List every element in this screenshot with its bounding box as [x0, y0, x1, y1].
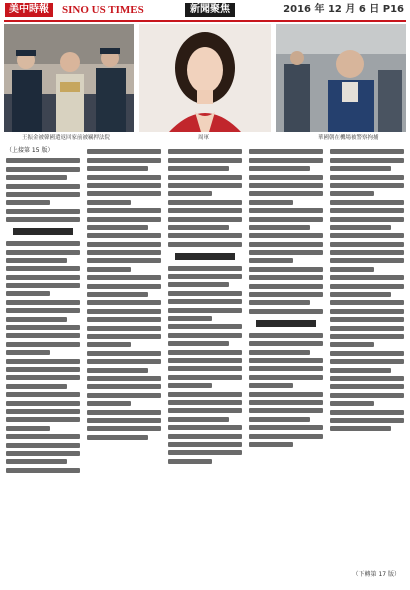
- column-2: [87, 146, 161, 582]
- courtroom-image: [4, 24, 134, 132]
- continued-note: （下轉第 17 版）: [352, 571, 400, 578]
- article-subhead-1: [13, 228, 72, 235]
- brand-logo-cn: 美中時報: [5, 3, 53, 17]
- portrait-image: [139, 24, 271, 132]
- photo-courtroom: [4, 24, 134, 132]
- page-header: [0, 0, 410, 20]
- issue-date: 2016 年 12 月 6 日 P16: [283, 4, 404, 15]
- column-4: [249, 146, 323, 582]
- brand-logo-en: SINO US TIMES: [62, 4, 144, 16]
- photo-man: [276, 24, 406, 132]
- column-5: [330, 146, 404, 582]
- section-title: 新聞聚焦: [185, 3, 235, 17]
- header-rule: [4, 20, 406, 22]
- man-image: [276, 24, 406, 132]
- photo-caption-1: 王振金被韓國遣返回家前被羈押法院: [22, 135, 111, 141]
- column-3: [168, 146, 242, 582]
- article-subhead-2: [175, 253, 234, 260]
- article-subhead-3: [256, 320, 315, 327]
- column-1: [6, 146, 80, 582]
- article-lead: （上接第 15 版）: [6, 147, 54, 154]
- photo-caption-2: 周軍: [198, 135, 210, 141]
- photo-portrait: [139, 24, 271, 132]
- article-body: [6, 146, 406, 582]
- photo-caption-3: 華國朝在機場被警察拘捕: [318, 135, 379, 141]
